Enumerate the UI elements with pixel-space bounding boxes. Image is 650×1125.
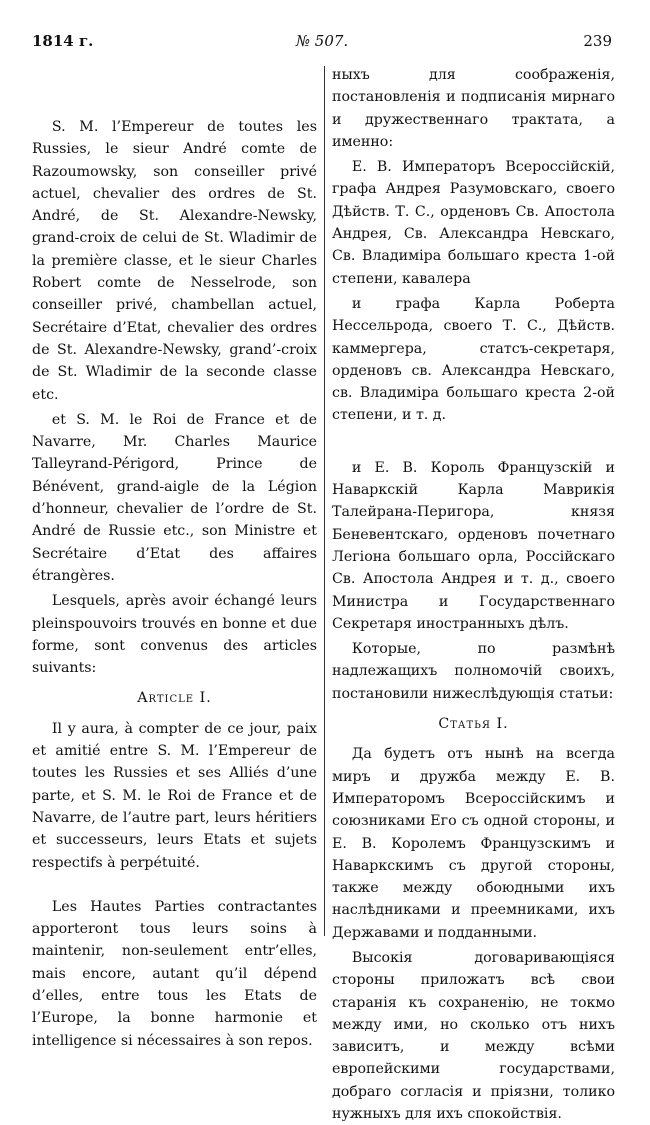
paragraph-nesselrode: и графа Карла Роберта Нессельрода, своего Т. С., Дѣйств. каммергера, статсъ-секретаря, орденовъ св. Александра Невскаго, св. Владиміра большаго креста 2-ой степени, и т. д. bbox=[332, 295, 615, 424]
paragraph-article-1-ru-continued: Высокія договаривающіяся стороны приложатъ всѣ свои старанія къ сохраненію, не токмо между ими, но сколько отъ нихъ зависитъ, и между всѣми европейскими государствами, добраго согласія и пріязни, толико нужныхъ для ихъ спокойствія. bbox=[332, 949, 615, 1123]
header-year: 1814 г. bbox=[32, 32, 94, 50]
paragraph-king-plenipotentiary: и Е. В. Король Французскій и Наваркскій Карла Маврикія Талейрана-Перигора, князя Беневентскаго, орденовъ почетнаго Легіона большаго орла, Россійскаго Св. Апостола Андрея и т. д., своего Министра и Государственнаго Секретаря иностранныхъ дѣлъ. bbox=[332, 459, 615, 632]
paragraph-continuation: ныхъ для соображенія, постановленія и подписанія мирнаго и дружественнаго трактата, а именно: bbox=[332, 67, 615, 150]
header-document-number: № 507. bbox=[295, 32, 349, 50]
left-column-french bbox=[32, 64, 317, 1052]
paragraph-full-powers-ru: Которые, по размѣнѣ надлежащихъ полномочій своихъ, постановили нижеслѣдующія статьи: bbox=[332, 641, 615, 702]
article-heading: Article I. bbox=[137, 690, 212, 707]
column-divider bbox=[324, 66, 325, 936]
paragraph-plenipotentiaries-france: et S. M. le Roi de France et de Navarre, Mr. Charles Maurice Talleyrand-Périgord, Prince de Bénévent, grand-aigle de la Légion d’honneur, chevalier de l’ordre de St. André de Russie etc., son Ministre et Secrétaire d’Etat des affaires étrangères. bbox=[32, 411, 317, 584]
paragraph-article-1-continued: Les Hautes Parties contractantes apporteront tous leurs soins à maintenir, non-seulement entr’elles, mais encore, autant qu’il dépend d’elles, entre tous les Etats de l’Europe, la bonne harmonie et intelligence si nécessaires à son repos. bbox=[32, 898, 317, 1049]
article-heading-ru: Статья I. bbox=[438, 716, 509, 733]
paragraph-article-1-ru: Да будетъ отъ нынѣ на всегда миръ и дружба между Е. В. Императоромъ Всероссійскимъ и союзниками Его съ одной стороны, и Е. В. Королемъ Французскимъ и Наваркскимъ съ другой стороны, также между обоюдными ихъ наслѣдниками и преемниками, ихъ Державами и подданными. bbox=[332, 746, 615, 941]
header-page-number: 239 bbox=[583, 32, 612, 50]
paragraph-full-powers: Lesquels, après avoir échangé leurs pleinspouvoirs trouvés en bonne et due forme, sont convenus des articles suivants: bbox=[32, 593, 317, 677]
right-column-russian bbox=[332, 64, 615, 1125]
paragraph-plenipotentiaries-russia: S. M. l’Empereur de toutes les Russies, le sieur André comte de Razoumowsky, son conseiller privé actuel, chevalier des ordres de St. André, de St. Alexandre-Newsky, grand-croix de celui de St. Wladimir de la première classe, et le sieur Charles Robert comte de Nesselrode, son conseiller privé, chambellan actuel, Secrétaire d’Etat, chevalier des ordres de St. Alexandre-Newsky, grand’-croix de St. Wladimir de la seconde classe etc. bbox=[32, 119, 317, 403]
paragraph-article-1: Il y aura, à compter de ce jour, paix et amitié entre S. M. l’Empereur de toutes les Russies et ses Alliés d’une parte, et S. M. le Roi de France et de Navarre, de l’autre part, leurs héritiers et successeurs, leurs Etats et sujets respectifs à perpétuité. bbox=[32, 720, 317, 871]
page-header bbox=[32, 32, 612, 54]
paragraph-emperor-plenipotentiary: Е. В. Императоръ Всероссійскій, графа Андрея Разумовскаго, своего Дѣйств. Т. С., орденовъ Св. Апостола Андрея, Св. Александра Невскаго, Св. Владиміра большаго креста 1-ой степени, кавалера bbox=[332, 159, 615, 287]
